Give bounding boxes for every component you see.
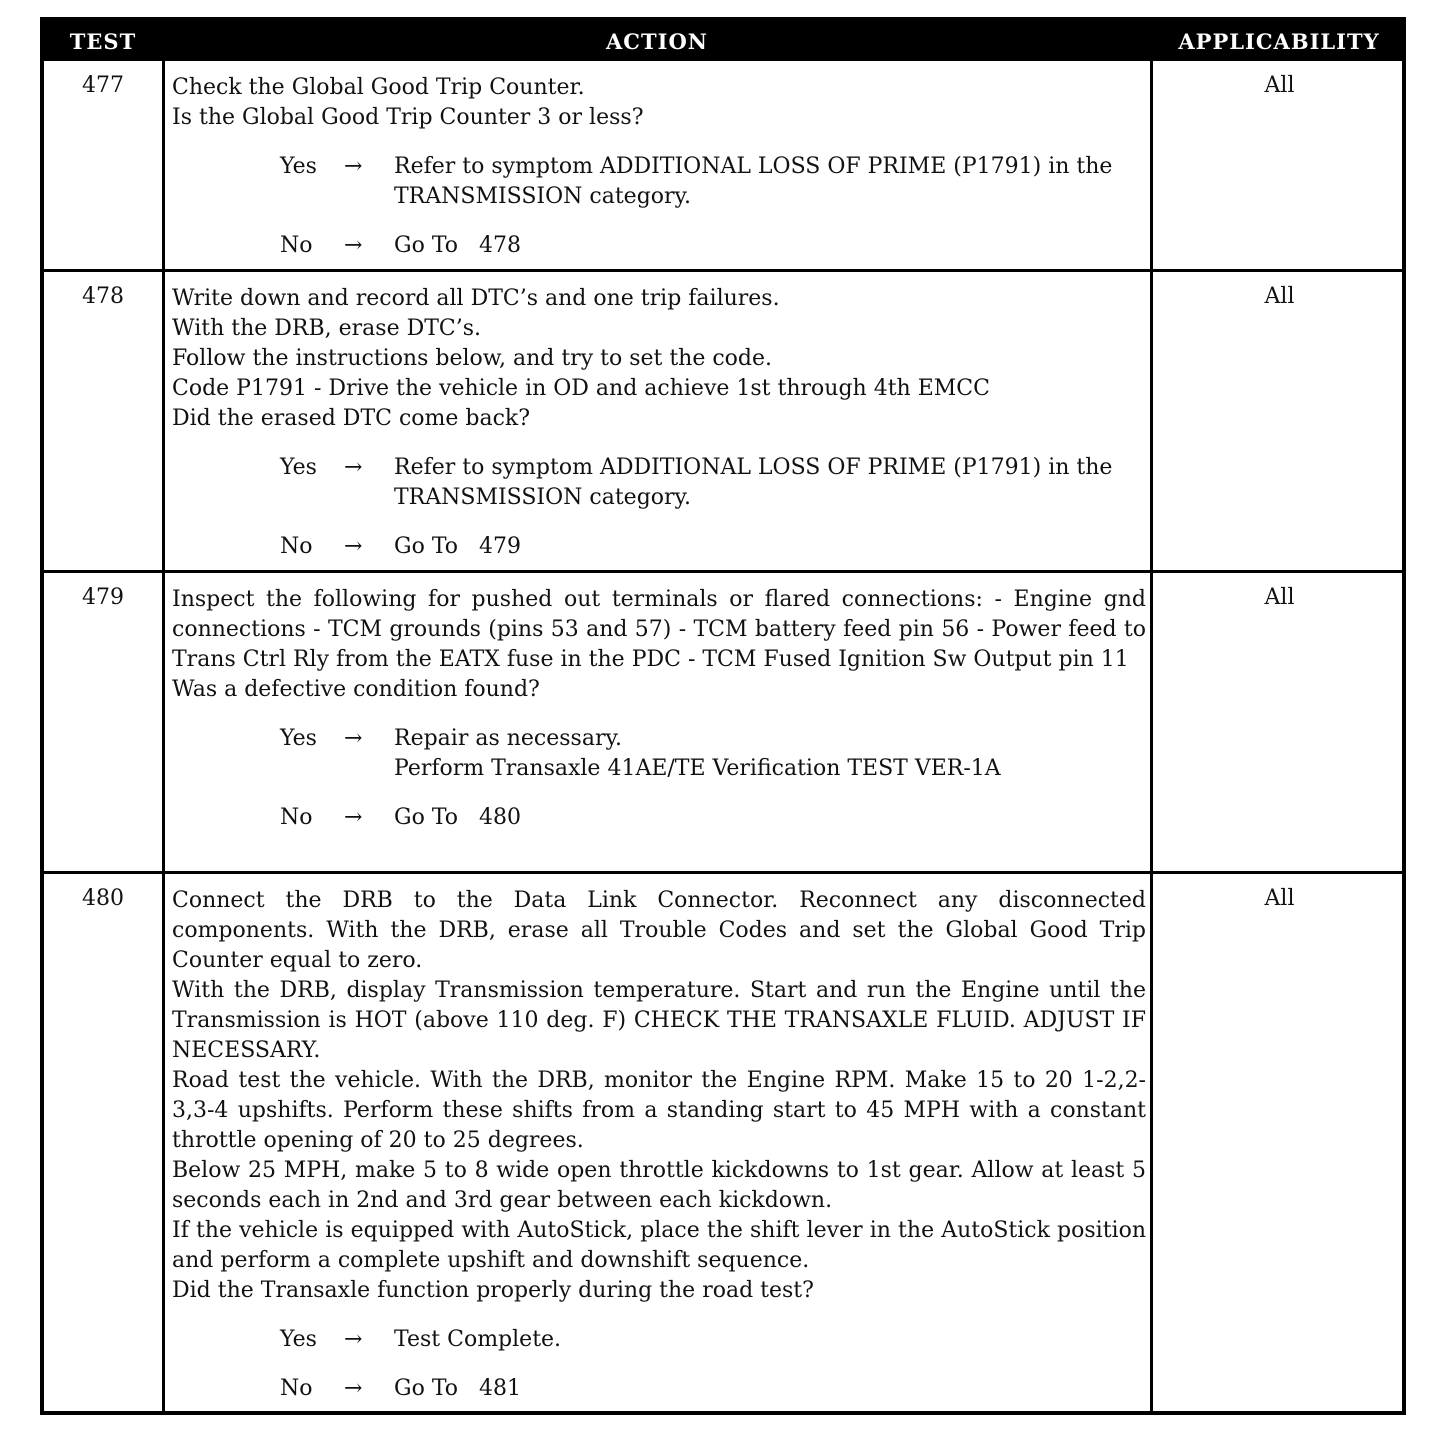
table-row (44, 871, 1402, 1415)
yes-text (394, 152, 1146, 212)
action-text: With the DRB, display Transmission temperature. Start and run the Engine until the Transmission is HOT (above 110 deg. F) CHECK THE TRANSAXLE FLUID. ADJUST IF NECESSARY. (172, 978, 1146, 1063)
action-text: Follow the instructions below, and try to set the code. (172, 346, 773, 371)
yes-text-line: Repair as necessary. (394, 726, 622, 751)
no-branch (172, 1374, 1146, 1404)
arrow-icon: → (344, 805, 363, 830)
action-text: Road test the vehicle. With the DRB, monitor the Engine RPM. Make 15 to 20 1-2,2-3,3-4 upshifts. Perform these shifts from a standing start to 45 MPH with a constant throttle opening of 20 to 25 degrees. (172, 1068, 1146, 1153)
no-text: Go To 481 (394, 1376, 521, 1401)
action-text: Did the erased DTC come back? (172, 406, 531, 431)
yes-branch (172, 1325, 1146, 1355)
action-text: Was a defective condition found? (172, 677, 540, 702)
no-branch (172, 803, 1146, 833)
header-action: ACTION (606, 29, 708, 54)
arrow-icon: → (344, 1376, 363, 1401)
no-label: No (280, 233, 313, 258)
no-label: No (280, 805, 313, 830)
action-cell (172, 73, 1146, 261)
action-text: Did the Transaxle function properly during the road test? (172, 1278, 814, 1303)
header-applicability: APPLICABILITY (1178, 29, 1380, 54)
action-cell (172, 886, 1146, 1404)
arrow-icon: → (344, 233, 363, 258)
no-text: Go To 478 (394, 233, 521, 258)
yes-text (394, 724, 1146, 784)
action-text: Code P1791 - Drive the vehicle in OD and achieve 1st through 4th EMCC (172, 376, 990, 401)
applicability: All (1264, 73, 1295, 98)
action-text: With the DRB, erase DTC’s. (172, 316, 482, 341)
action-text: Inspect the following for pushed out terminals or flared connections: - Engine gnd connections - TCM grounds (pins 53 and 57) - TCM battery feed pin 56 - Power feed to Trans Ctrl Rly from the EATX fuse in the PDC - TCM Fused Ignition Sw Output pin 11 (172, 587, 1146, 672)
action-cell (172, 585, 1146, 833)
yes-branch (172, 152, 1146, 212)
no-label: No (280, 1376, 313, 1401)
yes-label: Yes (280, 455, 317, 480)
arrow-icon: → (344, 1327, 363, 1352)
yes-text: Test Complete. (394, 1327, 562, 1352)
yes-text-line: TRANSMISSION category. (394, 184, 692, 209)
action-text: If the vehicle is equipped with AutoStick, place the shift lever in the AutoStick position and perform a complete upshift and downshift sequence. (172, 1218, 1146, 1273)
test-number: 477 (82, 73, 124, 98)
yes-label: Yes (280, 154, 317, 179)
applicability: All (1264, 284, 1295, 309)
table-row (44, 61, 1402, 271)
table-row (44, 570, 1402, 873)
no-text: Go To 479 (394, 534, 521, 559)
no-branch (172, 231, 1146, 261)
yes-branch (172, 453, 1146, 513)
action-text: Write down and record all DTC’s and one trip failures. (172, 286, 780, 311)
action-cell (172, 284, 1146, 562)
arrow-icon: → (344, 534, 363, 559)
header-test: TEST (69, 29, 137, 54)
yes-text (394, 453, 1146, 513)
test-number: 479 (82, 585, 124, 610)
yes-text-line: Refer to symptom ADDITIONAL LOSS OF PRIME (P1791) in the (394, 455, 1113, 480)
diagnostic-table (40, 17, 1406, 1415)
arrow-icon: → (344, 726, 363, 751)
arrow-icon: → (344, 154, 363, 179)
test-number: 478 (82, 284, 124, 309)
no-label: No (280, 534, 313, 559)
arrow-icon: → (344, 455, 363, 480)
action-text: Is the Global Good Trip Counter 3 or less? (172, 105, 644, 130)
yes-text-line: TRANSMISSION category. (394, 485, 692, 510)
yes-text-line: Perform Transaxle 41AE/TE Verification TEST VER-1A (394, 756, 1001, 781)
no-branch (172, 532, 1146, 562)
yes-label: Yes (280, 726, 317, 751)
table-row (44, 269, 1402, 572)
applicability: All (1264, 585, 1295, 610)
action-text: Below 25 MPH, make 5 to 8 wide open throttle kickdowns to 1st gear. Allow at least 5 seconds each in 2nd and 3rd gear between each kickdown. (172, 1158, 1146, 1213)
table-header (44, 21, 1402, 61)
no-text: Go To 480 (394, 805, 521, 830)
yes-text-line: Refer to symptom ADDITIONAL LOSS OF PRIME (P1791) in the (394, 154, 1113, 179)
action-text: Connect the DRB to the Data Link Connector. Reconnect any disconnected components. With the DRB, erase all Trouble Codes and set the Global Good Trip Counter equal to zero. (172, 888, 1146, 973)
applicability: All (1264, 886, 1295, 911)
action-text: Check the Global Good Trip Counter. (172, 75, 585, 100)
test-number: 480 (82, 886, 124, 911)
yes-branch (172, 724, 1146, 784)
yes-label: Yes (280, 1327, 317, 1352)
